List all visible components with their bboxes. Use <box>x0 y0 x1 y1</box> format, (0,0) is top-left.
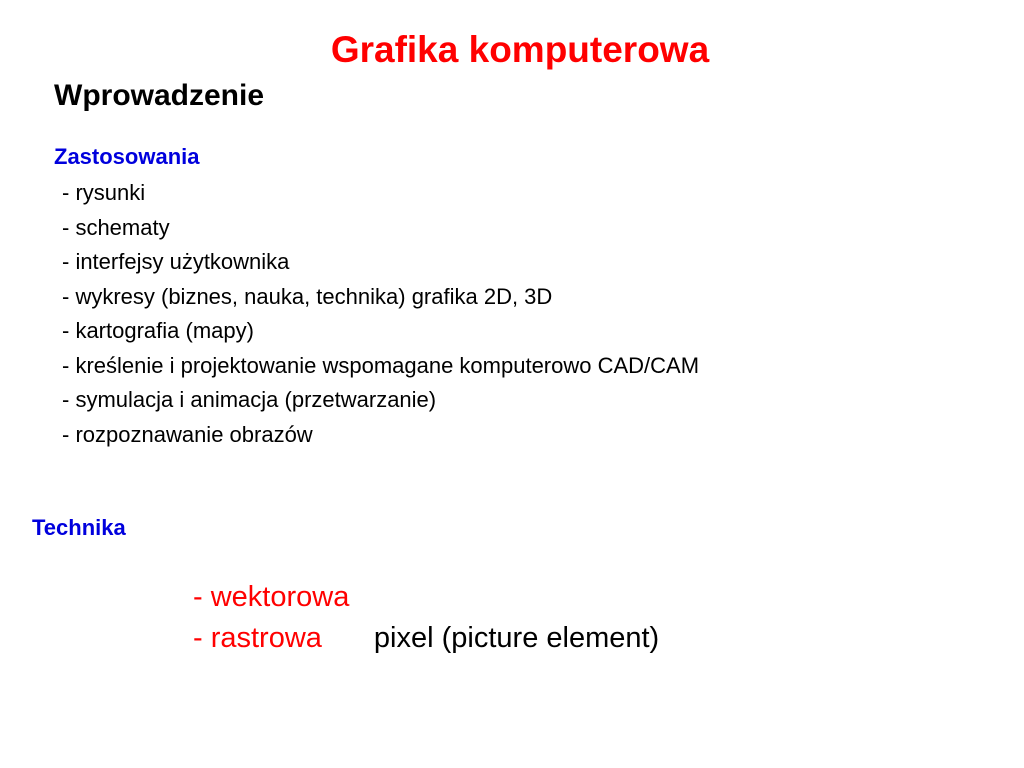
technique-note: pixel (picture element) <box>373 622 660 654</box>
technique-list <box>193 577 659 659</box>
list-item: - kreślenie i projektowanie wspomagane komputerowo CAD/CAM <box>62 352 700 378</box>
technique-label: - wektorowa <box>193 581 350 613</box>
slide-title: Grafika komputerowa <box>330 29 710 70</box>
technique-item-vector <box>193 577 659 618</box>
slide-title-container <box>0 28 1024 72</box>
list-item: - rozpoznawanie obrazów <box>62 421 313 447</box>
technique-item-raster <box>193 618 659 659</box>
applications-list <box>62 176 699 452</box>
technique-label: - rastrowa <box>193 622 322 654</box>
list-item: - kartografia (mapy) <box>62 318 254 343</box>
list-item: - symulacja i animacja (przetwarzanie) <box>62 387 437 412</box>
applications-heading: Zastosowania <box>54 144 200 169</box>
list-item: - wykresy (biznes, nauka, technika) grafika 2D, 3D <box>62 283 553 309</box>
technique-heading: Technika <box>32 515 126 540</box>
list-item: - rysunki <box>62 180 146 205</box>
list-item: - schematy <box>62 214 170 240</box>
slide-subtitle: Wprowadzenie <box>54 79 265 112</box>
list-item: - interfejsy użytkownika <box>62 249 290 274</box>
